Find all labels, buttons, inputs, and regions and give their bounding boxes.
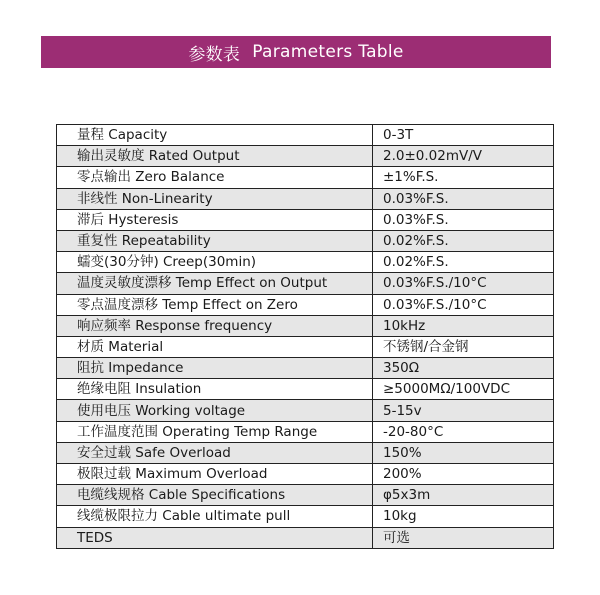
parameter-label: 工作温度范围 Operating Temp Range (57, 421, 373, 442)
table-row (57, 209, 554, 230)
parameter-label: 零点输出 Zero Balance (57, 167, 373, 188)
parameter-label: 零点温度漂移 Temp Effect on Zero (57, 294, 373, 315)
parameter-value: 200% (373, 464, 554, 485)
table-row (57, 294, 554, 315)
parameter-label: 非线性 Non-Linearity (57, 188, 373, 209)
table-row (57, 358, 554, 379)
table-row (57, 442, 554, 463)
table-row (57, 464, 554, 485)
parameter-value: ±1%F.S. (373, 167, 554, 188)
parameter-value: 5-15v (373, 400, 554, 421)
parameter-value: 可选 (373, 527, 554, 548)
table-row (57, 252, 554, 273)
table-row (57, 485, 554, 506)
parameter-label: 响应频率 Response frequency (57, 315, 373, 336)
table-row (57, 400, 554, 421)
table-row (57, 273, 554, 294)
parameter-label: 阻抗 Impedance (57, 358, 373, 379)
parameter-label: 输出灵敏度 Rated Output (57, 146, 373, 167)
table-row (57, 527, 554, 548)
parameter-label: 蠕变(30分钟) Creep(30min) (57, 252, 373, 273)
parameter-value: 不锈钢/合金钢 (373, 336, 554, 357)
table-row (57, 167, 554, 188)
table-row (57, 379, 554, 400)
parameters-table (56, 124, 554, 549)
parameter-value: 10kHz (373, 315, 554, 336)
parameter-label: 线缆极限拉力 Cable ultimate pull (57, 506, 373, 527)
parameter-value: 0-3T (373, 125, 554, 146)
table-row (57, 336, 554, 357)
table-row (57, 315, 554, 336)
parameter-label: 安全过载 Safe Overload (57, 442, 373, 463)
parameter-label: 材质 Material (57, 336, 373, 357)
parameter-value: 0.03%F.S. (373, 188, 554, 209)
table-row (57, 125, 554, 146)
title-chinese: 参数表 (188, 44, 241, 65)
parameter-label: 绝缘电阻 Insulation (57, 379, 373, 400)
parameter-label: 电缆线规格 Cable Specifications (57, 485, 373, 506)
parameter-value: ≥5000MΩ/100VDC (373, 379, 554, 400)
parameter-label: 温度灵敏度漂移 Temp Effect on Output (57, 273, 373, 294)
table-row (57, 506, 554, 527)
parameter-value: 0.03%F.S./10°C (373, 273, 554, 294)
title-english: Parameters Table (252, 42, 404, 62)
header-banner (41, 36, 551, 68)
table-row (57, 146, 554, 167)
parameter-value: 10kg (373, 506, 554, 527)
parameter-value: -20-80°C (373, 421, 554, 442)
parameter-value: φ5x3m (373, 485, 554, 506)
parameter-value: 0.02%F.S. (373, 252, 554, 273)
table-row (57, 421, 554, 442)
parameter-label: 极限过载 Maximum Overload (57, 464, 373, 485)
parameters-table-body (57, 125, 554, 549)
parameter-label: TEDS (57, 527, 373, 548)
parameter-value: 2.0±0.02mV/V (373, 146, 554, 167)
parameter-value: 350Ω (373, 358, 554, 379)
table-row (57, 230, 554, 251)
parameter-value: 0.03%F.S. (373, 209, 554, 230)
parameter-label: 量程 Capacity (57, 125, 373, 146)
parameter-label: 重复性 Repeatability (57, 230, 373, 251)
parameter-value: 0.02%F.S. (373, 230, 554, 251)
table-row (57, 188, 554, 209)
parameter-value: 0.03%F.S./10°C (373, 294, 554, 315)
parameter-label: 使用电压 Working voltage (57, 400, 373, 421)
parameter-value: 150% (373, 442, 554, 463)
parameter-label: 滞后 Hysteresis (57, 209, 373, 230)
